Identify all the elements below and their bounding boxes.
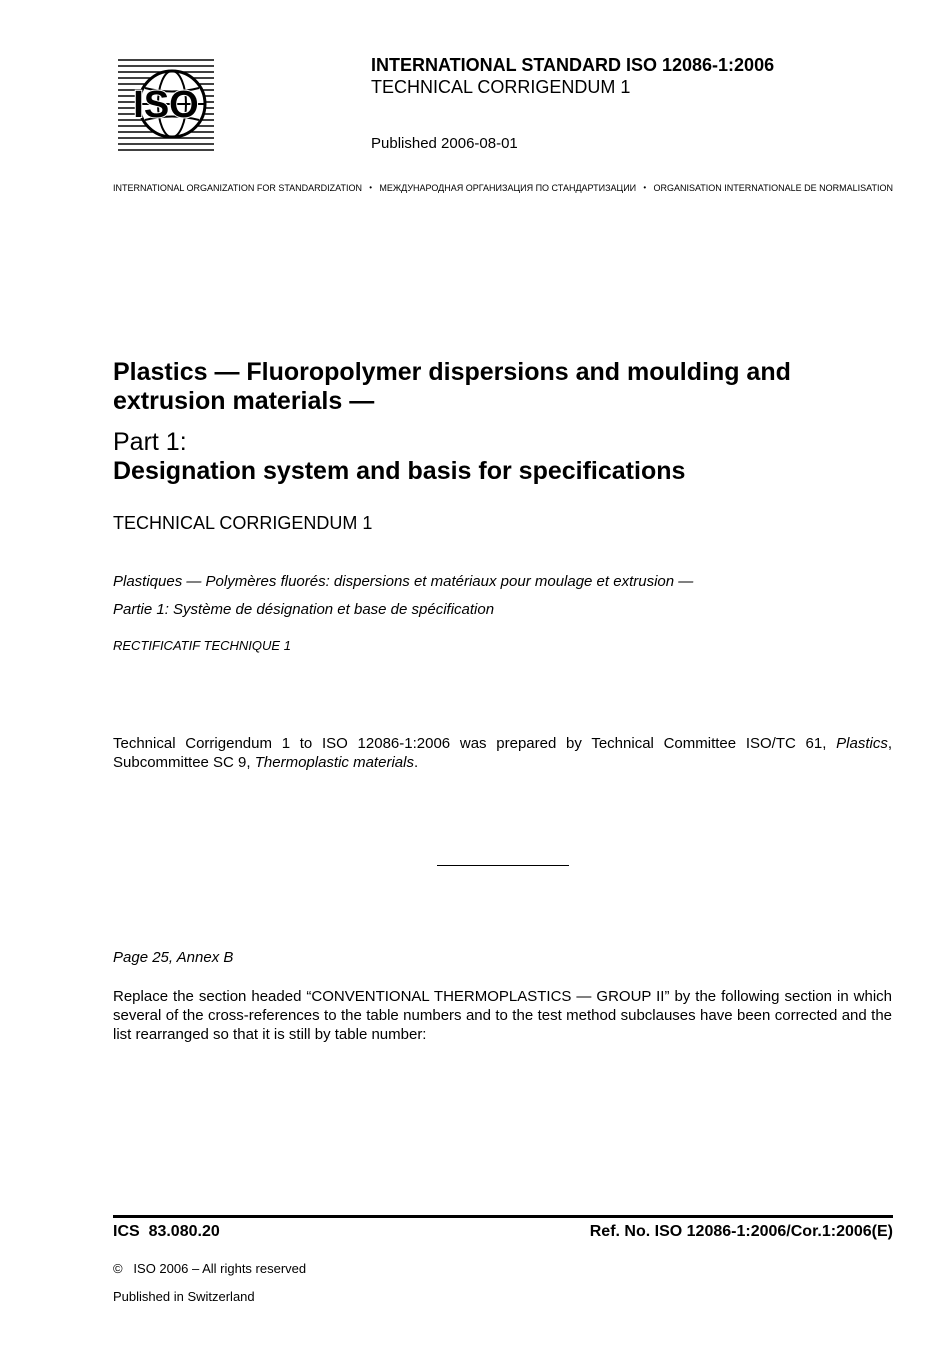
separator-bullet: • (369, 183, 373, 192)
org-name-french: ORGANISATION INTERNATIONALE DE NORMALISATION (653, 183, 893, 193)
corrigendum-label: TECHNICAL CORRIGENDUM 1 (371, 77, 631, 97)
copyright-notice: © ISO 2006 – All rights reserved (113, 1261, 307, 1276)
published-location: Published in Switzerland (113, 1289, 255, 1304)
preparation-paragraph (113, 734, 892, 772)
preparation-text: Technical Corrigendum 1 to ISO 12086-1:2006 was prepared by Technical Committee ISO/TC 61, (113, 735, 837, 752)
publication-date: Published 2006-08-01 (371, 135, 518, 152)
org-name-english: INTERNATIONAL ORGANIZATION FOR STANDARDIZATION (113, 183, 363, 193)
organization-names (113, 183, 893, 193)
technical-corrigendum-heading: TECHNICAL CORRIGENDUM 1 (113, 513, 373, 533)
preparation-text: . (413, 754, 419, 771)
standard-designation: INTERNATIONAL STANDARD ISO 12086-1:2006 (371, 55, 775, 75)
french-corrigendum-label: RECTIFICATIF TECHNIQUE 1 (113, 638, 291, 653)
part-title: Designation system and basis for specifications (113, 457, 686, 485)
ics-code: ICS 83.080.20 (113, 1223, 220, 1240)
french-title-line-1: Plastiques — Polymères fluorés: dispersions et matériaux pour moulage et extrusion — (113, 573, 694, 590)
committee-name: Plastics (836, 735, 888, 752)
document-title: Plastics — Fluoropolymer dispersions and moulding and extrusion materials — (113, 358, 791, 415)
svg-text:ISO: ISO (133, 84, 199, 126)
org-name-russian: МЕЖДУНАРОДНАЯ ОРГАНИЗАЦИЯ ПО СТАНДАРТИЗАЦИИ (379, 183, 637, 193)
iso-globe-logo-icon (117, 57, 215, 152)
preparation-text: , Subcommittee SC 9, (113, 735, 892, 771)
replacement-instruction: Replace the section headed “CONVENTIONAL THERMOPLASTICS — GROUP II” by the following section in which several of the cross-references to the table numbers and to the test method subclauses have been corrected and the list rearranged so that it is still by table number: (113, 988, 892, 1043)
page-reference: Page 25, Annex B (113, 949, 234, 966)
reference-number: Ref. No. ISO 12086-1:2006/Cor.1:2006(E) (589, 1223, 893, 1240)
section-divider (437, 865, 569, 866)
iso-logo (117, 57, 215, 152)
footer-divider (113, 1215, 893, 1218)
separator-bullet: • (643, 183, 647, 192)
part-number: Part 1: (113, 428, 187, 456)
french-title-line-2: Partie 1: Système de désignation et base de spécification (113, 601, 495, 618)
subcommittee-name: Thermoplastic materials (254, 754, 414, 771)
